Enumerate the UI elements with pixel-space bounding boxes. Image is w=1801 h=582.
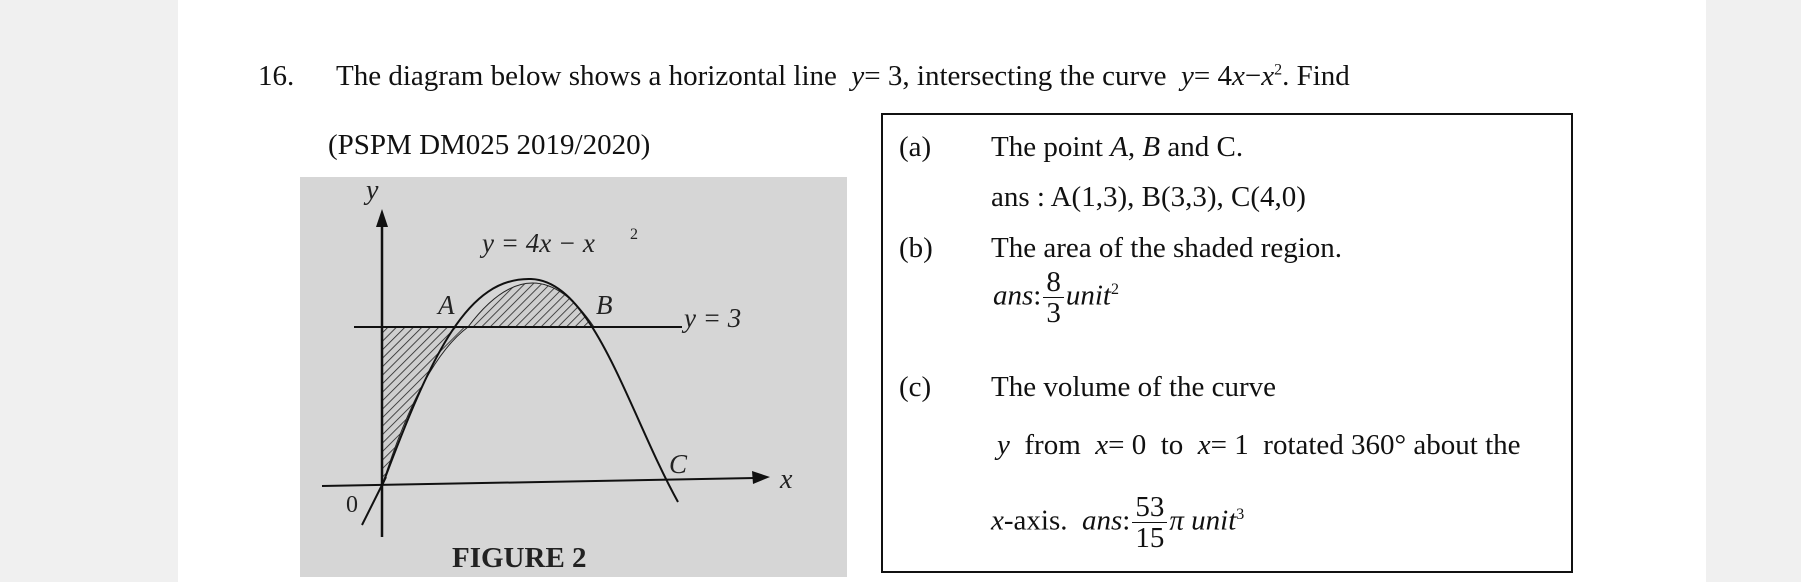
part-c-ans-prefix: ans xyxy=(1082,504,1123,537)
part-a-question xyxy=(991,133,1243,162)
point-c-label: C xyxy=(669,449,688,479)
part-b-answer xyxy=(993,267,1119,329)
part-c-rest: rotated 360° about the xyxy=(1263,429,1521,461)
part-c-from: from xyxy=(1024,429,1081,461)
part-b-unit: unit xyxy=(1065,279,1111,312)
curve-label: y = 4x − x xyxy=(482,228,595,258)
part-c-fraction xyxy=(1132,492,1167,554)
origin-label: 0 xyxy=(346,492,358,518)
part-b-fraction xyxy=(1043,267,1064,329)
question-text xyxy=(336,62,1350,91)
curve-eq-lhs: y xyxy=(1181,60,1194,92)
part-c-to: to xyxy=(1160,429,1184,461)
point-a-label: A xyxy=(438,290,455,320)
part-c-num: 53 xyxy=(1132,492,1167,523)
part-b-label: (b) xyxy=(899,232,933,264)
part-c-question: The volume of the curve xyxy=(991,371,1277,403)
question-number: 16. xyxy=(258,60,295,92)
part-c-x1-var: x xyxy=(1197,429,1211,461)
part-a-label: (a) xyxy=(899,131,932,163)
part-b-den: 3 xyxy=(1046,297,1061,330)
line-eq-rhs: = 3 xyxy=(864,60,903,92)
figure-caption: FIGURE 2 xyxy=(452,542,587,574)
answer-box xyxy=(881,113,1573,573)
part-c-y: y xyxy=(997,429,1010,461)
part-c-x0-var: x xyxy=(1095,429,1109,461)
part-c-line3 xyxy=(991,492,1244,554)
curve-eq-minus: − xyxy=(1244,60,1262,92)
part-c-den: 15 xyxy=(1135,522,1165,555)
part-c-unit-exp: 3 xyxy=(1236,505,1245,523)
part-c-label: (c) xyxy=(899,371,932,403)
curve-eq-exp: 2 xyxy=(1274,61,1283,79)
line-label: y = 3 xyxy=(684,303,742,333)
part-b-unit-exp: 2 xyxy=(1110,280,1119,298)
part-c-line2 xyxy=(997,431,1521,460)
curve-eq-eq: = 4 xyxy=(1193,60,1233,92)
part-a-q-b: B xyxy=(1142,131,1161,163)
part-a-q-and: and C. xyxy=(1167,131,1244,163)
point-b-label: B xyxy=(596,290,613,320)
curve-eq-x: x xyxy=(1232,60,1245,92)
question-source: (PSPM DM025 2019/2020) xyxy=(328,129,651,161)
part-c-x0-val: = 0 xyxy=(1108,429,1147,461)
part-c-ans-colon: : xyxy=(1122,504,1131,537)
curve-eq-x2: x xyxy=(1261,60,1275,92)
question-middle: , intersecting the curve xyxy=(902,60,1167,92)
axis-y-label: y xyxy=(366,177,379,206)
paper-page xyxy=(178,0,1706,582)
part-b-question: The area of the shaded region. xyxy=(991,232,1343,264)
part-a-answer: ans : A(1,3), B(3,3), C(4,0) xyxy=(991,181,1306,213)
part-c-unit: unit xyxy=(1191,504,1237,537)
question-intro: The diagram below shows a horizontal line xyxy=(336,60,837,92)
axis-x-label: x xyxy=(780,464,793,495)
question-end: . Find xyxy=(1282,60,1350,92)
figure-2 xyxy=(300,177,847,577)
part-a-q-a: A xyxy=(1110,131,1128,163)
part-c-x-var: x xyxy=(991,504,1004,537)
part-c-pi: π xyxy=(1169,504,1184,537)
part-c-axis: -axis. xyxy=(1003,504,1068,537)
part-b-ans-colon: : xyxy=(1033,279,1042,312)
curve-label-exp: 2 xyxy=(630,226,638,243)
part-b-num: 8 xyxy=(1043,267,1064,298)
part-a-q-sep: , xyxy=(1127,131,1136,163)
part-a-q-pre: The point xyxy=(991,131,1103,163)
line-eq-lhs: y xyxy=(851,60,865,92)
part-b-ans-prefix: ans xyxy=(993,279,1034,312)
part-c-x1-val: = 1 xyxy=(1210,429,1249,461)
